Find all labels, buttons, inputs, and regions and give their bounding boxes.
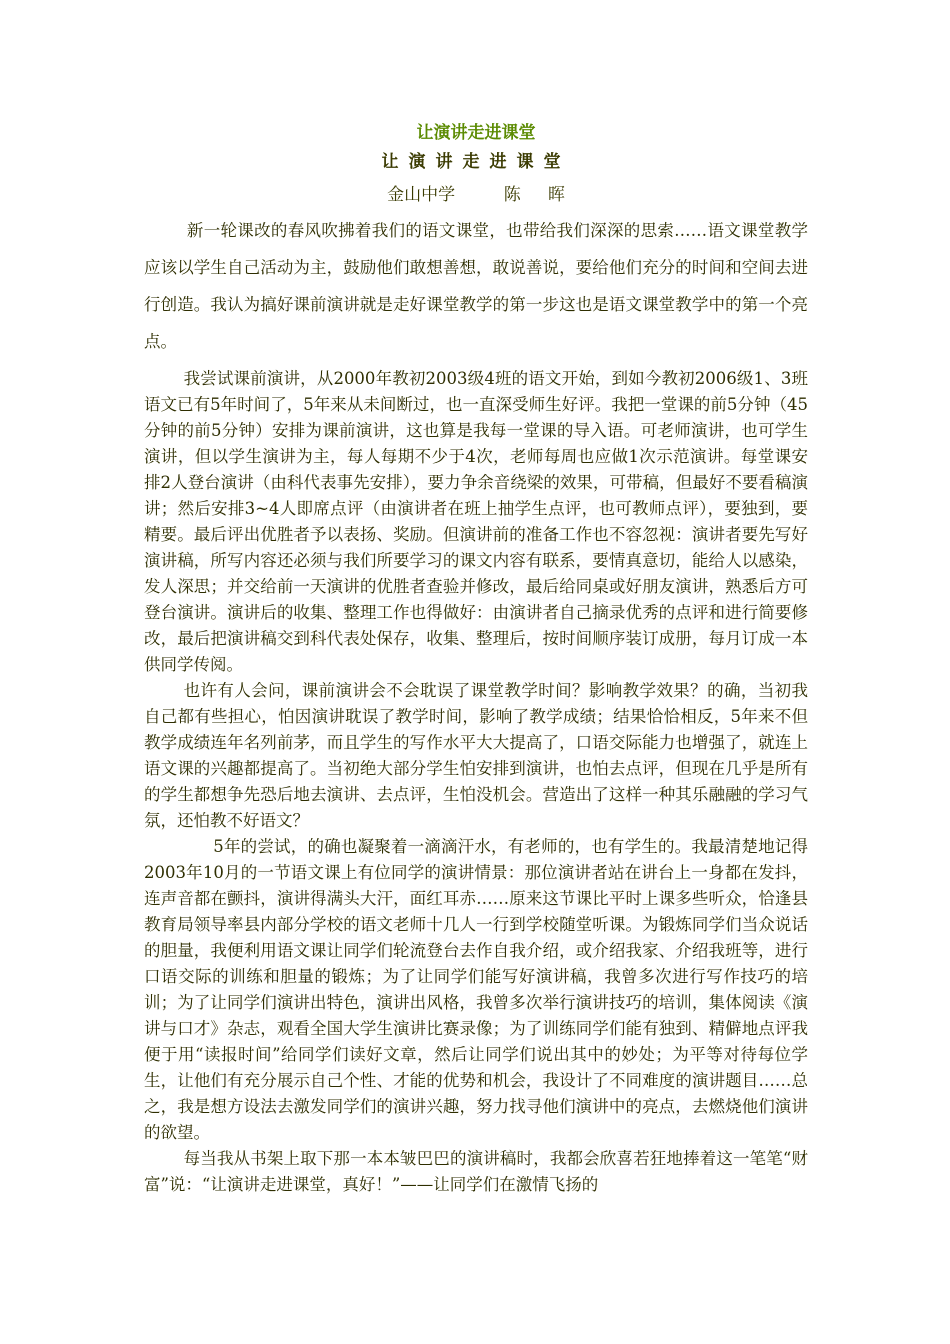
document-page [144,120,808,1198]
paragraph-question: 也许有人会问，课前演讲会不会耽误了课堂教学时间？影响教学效果？的确，当初我自己都有些担心，怕因演讲耽误了教学时间，影响了教学成绩；结果恰恰相反，5年来不但教学成绩连年名列前茅，而且学生的写作水平大大提高了，口语交际能力也增强了，就连上语文课的兴趣都提高了。当初绝大部分学生怕安排到演讲，也怕去点评，但现在几乎是所有的学生都想争先恐后地去演讲、去点评，生怕没机会。营造出了这样一种其乐融融的学习气氛，还怕教不好语文？ [144,681,808,830]
document-title: 让演讲走进课堂 [416,123,536,143]
author-byline: 金山中学 陈 晖 [387,185,565,205]
paragraph-experience: 5年的尝试，的确也凝聚着一滴滴汗水，有老师的，也有学生的。我最清楚地记得2003年10月的一节语文课上有位同学的演讲情景：那位演讲者站在讲台上一身都在发抖，连声音都在颤抖，演讲得满头大汗，面红耳赤……原来这节课比平时上课多些听众，恰逢县教育局领导率县内部分学校的语文老师十几人一行到学校随堂听课。为锻炼同学们当众说话的胆量，我便利用语文课让同学们轮流登台去作自我介绍，或介绍我家、介绍我班等，进行口语交际的训练和胆量的锻炼；为了让同学们能写好演讲稿，我曾多次进行写作技巧的培训；为了让同学们演讲出特色，演讲出风格，我曾多次举行演讲技巧的培训，集体阅读《演讲与口才》杂志，观看全国大学生演讲比赛录像；为了训练同学们能有独到、精僻地点评我便于用“读报时间”给同学们读好文章，然后让同学们说出其中的妙处；为平等对待每位学生，让他们有充分展示自己个性、才能的优势和机会，我设计了不同难度的演讲题目……总之，我是想方设法去激发同学们的演讲兴趣，努力找寻他们演讲中的亮点，去燃烧他们演讲的欲望。 [144,837,808,1142]
paragraph-practice: 我尝试课前演讲，从2000年教初2003级4班的语文开始，到如今教初2006级1、3班语文已有5年时间了，5年来从未间断过，也一直深受师生好评。我把一堂课的前5分钟（45分钟的前5分钟）安排为课前演讲，这也算是我每一堂课的导入语。可老师演讲，也可学生演讲，但以学生演讲为主，每人每期不少于4次，老师每周也应做1次示范演讲。每堂课安排2人登台演讲（由科代表事先安排），要力争余音绕梁的效果，可带稿，但最好不要看稿演讲；然后安排3~4人即席点评（由演讲者在班上抽学生点评，也可教师点评），要独到，要精要。最后评出优胜者予以表扬、奖励。但演讲前的准备工作也不容忽视：演讲者要先写好演讲稿，所写内容还必须与我们所要学习的课文内容有联系，要情真意切，能给人以感染，发人深思；并交给前一天演讲的优胜者查验并修改，最后给同桌或好朋友演讲，熟悉后方可登台演讲。演讲后的收集、整理工作也得做好：由演讲者自己摘录优秀的点评和进行简要修改，最后把演讲稿交到科代表处保存，收集、整理后，按时间顺序装订成册，每月订成一本供同学传阅。 [144,369,808,674]
document-subtitle: 让演讲走进课堂 [381,152,571,172]
paragraph-closing: 每当我从书架上取下那一本本皱巴巴的演讲稿时，我都会欣喜若狂地捧着这一笔笔“财富”说：“让演讲走进课堂，真好！”——让同学们在激情飞扬的 [144,1149,808,1194]
paragraph-intro: 新一轮课改的春风吹拂着我们的语文课堂，也带给我们深深的思索……语文课堂教学应该以学生自己活动为主，鼓励他们敢想善想，敢说善说，要给他们充分的时间和空间去进行创造。我认为搞好课前演讲就是走好课堂教学的第一步这也是语文课堂教学中的第一个亮点。 [144,221,808,351]
